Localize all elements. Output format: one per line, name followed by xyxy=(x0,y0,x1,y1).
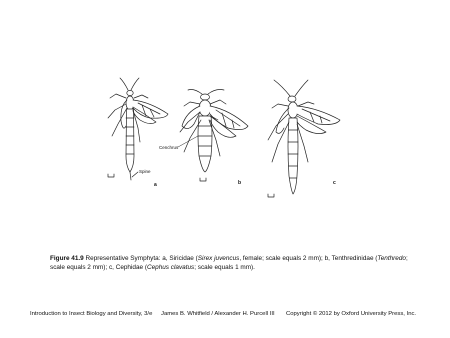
footer-authors: James B. Whitfield / Alexander H. Purcell III xyxy=(161,311,275,317)
caption-text-3: ; scale equals 2 mm); c, Cephidae ( xyxy=(50,255,408,271)
panel-a-letter: a xyxy=(154,182,157,188)
caption-text-2: , female; scale equals 2 mm); b, Tenthredinidae ( xyxy=(239,255,378,262)
panel-b-letter: b xyxy=(238,180,242,186)
caption-species-2: Tenthredo xyxy=(377,255,406,262)
caption-species-3: Cephus clavatus xyxy=(146,263,195,271)
wasp-c-cephidae xyxy=(268,80,340,197)
caption-text-1: Representative Symphyta: a, Siricidae ( xyxy=(83,255,198,262)
wasp-a-siricidae xyxy=(108,78,168,180)
caption-text-4: ; scale equals 1 mm). xyxy=(194,263,255,271)
footer-copyright: Copyright © 2012 by Oxford University Press, Inc. xyxy=(286,311,417,317)
figure-number: Figure 41.9 xyxy=(50,255,84,262)
figure-illustration xyxy=(90,76,360,200)
figure-caption xyxy=(50,255,420,272)
spine-label: Spine xyxy=(139,169,151,174)
wasp-b-tenthredinidae xyxy=(180,90,248,182)
footer-book-title: Introduction to Insect Biology and Diversity, 3/e xyxy=(30,311,153,317)
symphyta-drawing xyxy=(90,76,360,200)
cenchrus-label: Cenchrus xyxy=(159,145,179,150)
caption-species-1: Sirex juvencus xyxy=(197,255,240,262)
panel-c-letter: c xyxy=(333,180,336,186)
